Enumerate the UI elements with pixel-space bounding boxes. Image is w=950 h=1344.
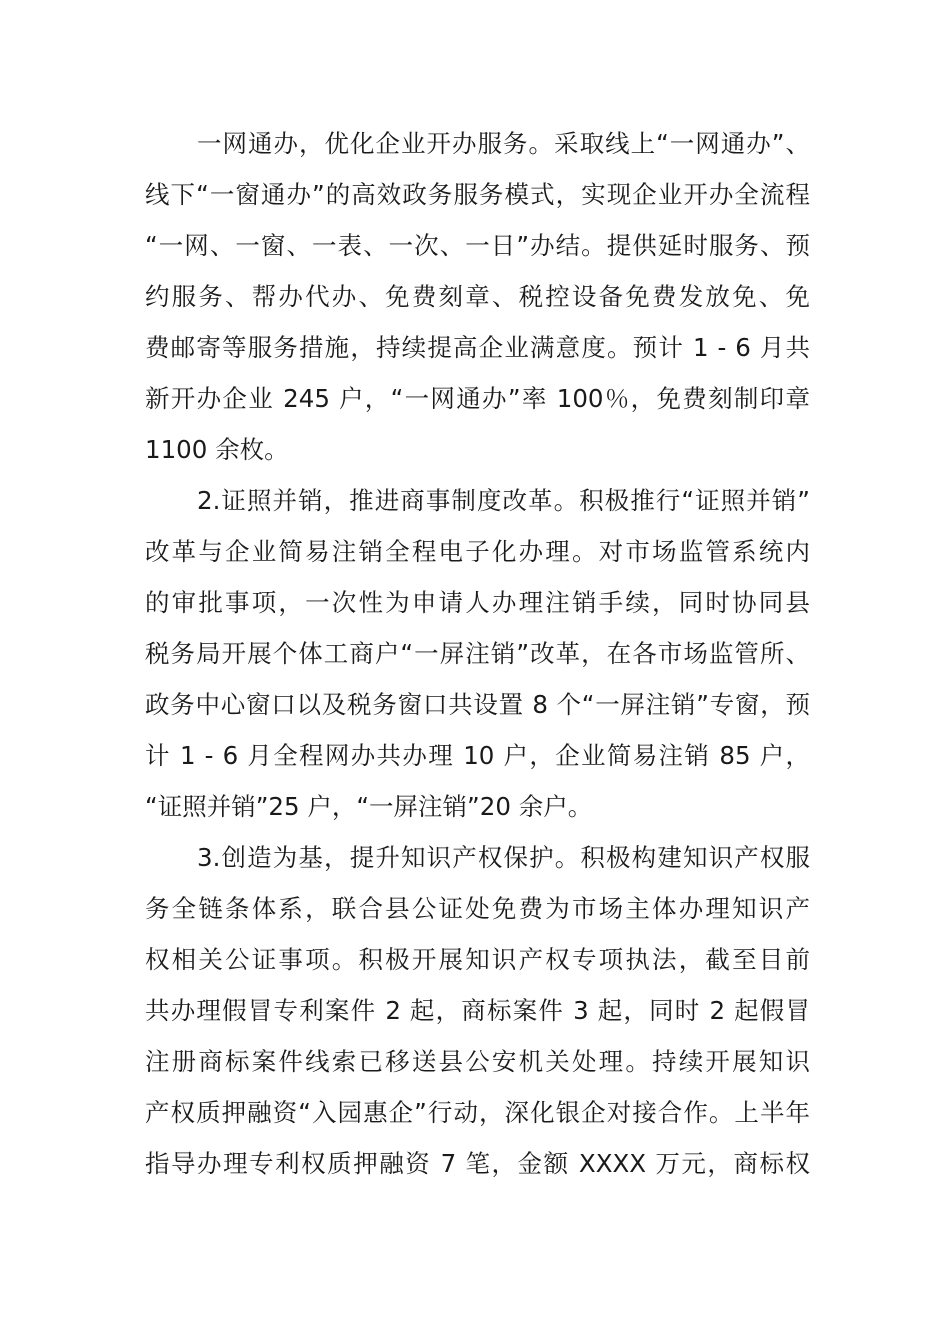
text-line: 约服务、帮办代办、免费刻章、税控设备免费发放免、免 [145, 282, 810, 311]
paragraph-license-cancellation [145, 475, 810, 832]
text-line: “证照并销”25 户，“一屏注销”20 余户。 [145, 792, 593, 821]
paragraph-one-network [145, 118, 810, 475]
text-line: 产权质押融资“入园惠企”行动，深化银企对接合作。上半年 [145, 1098, 810, 1127]
paragraph-ip-protection [145, 832, 810, 1189]
text-line: 务全链条体系，联合县公证处免费为市场主体办理知识产 [145, 894, 810, 923]
text-line: 计 1 - 6 月全程网办共办理 10 户，企业简易注销 85 户， [145, 741, 810, 770]
text-line: 权相关公证事项。积极开展知识产权专项执法，截至目前 [145, 945, 810, 974]
text-line: “一网、一窗、一表、一次、一日”办结。提供延时服务、预 [145, 231, 810, 260]
text-line: 的审批事项，一次性为申请人办理注销手续，同时协同县 [145, 588, 810, 617]
text-line: 政务中心窗口以及税务窗口共设置 8 个“一屏注销”专窗，预 [145, 690, 810, 719]
text-line: 指导办理专利权质押融资 7 笔，金额 XXXX 万元，商标权 [145, 1149, 810, 1178]
text-line: 线下“一窗通办”的高效政务服务模式，实现企业开办全流程 [145, 180, 810, 209]
text-line: 新开办企业 245 户，“一网通办”率 100％，免费刻制印章 [145, 384, 810, 413]
text-line: 1100 余枚。 [145, 435, 289, 464]
text-line: 费邮寄等服务措施，持续提高企业满意度。预计 1 - 6 月共 [145, 333, 810, 362]
text-line: 注册商标案件线索已移送县公安机关处理。持续开展知识 [145, 1047, 810, 1076]
text-line: 3.创造为基，提升知识产权保护。积极构建知识产权服 [197, 843, 810, 872]
text-line: 一网通办，优化企业开办服务。采取线上“一网通办”、 [197, 129, 810, 158]
text-line: 税务局开展个体工商户“一屏注销”改革，在各市场监管所、 [145, 639, 810, 668]
text-line: 2.证照并销，推进商事制度改革。积极推行“证照并销” [197, 486, 810, 515]
document-page [145, 118, 810, 1189]
text-line: 共办理假冒专利案件 2 起，商标案件 3 起，同时 2 起假冒 [145, 996, 810, 1025]
text-line: 改革与企业简易注销全程电子化办理。对市场监管系统内 [145, 537, 810, 566]
